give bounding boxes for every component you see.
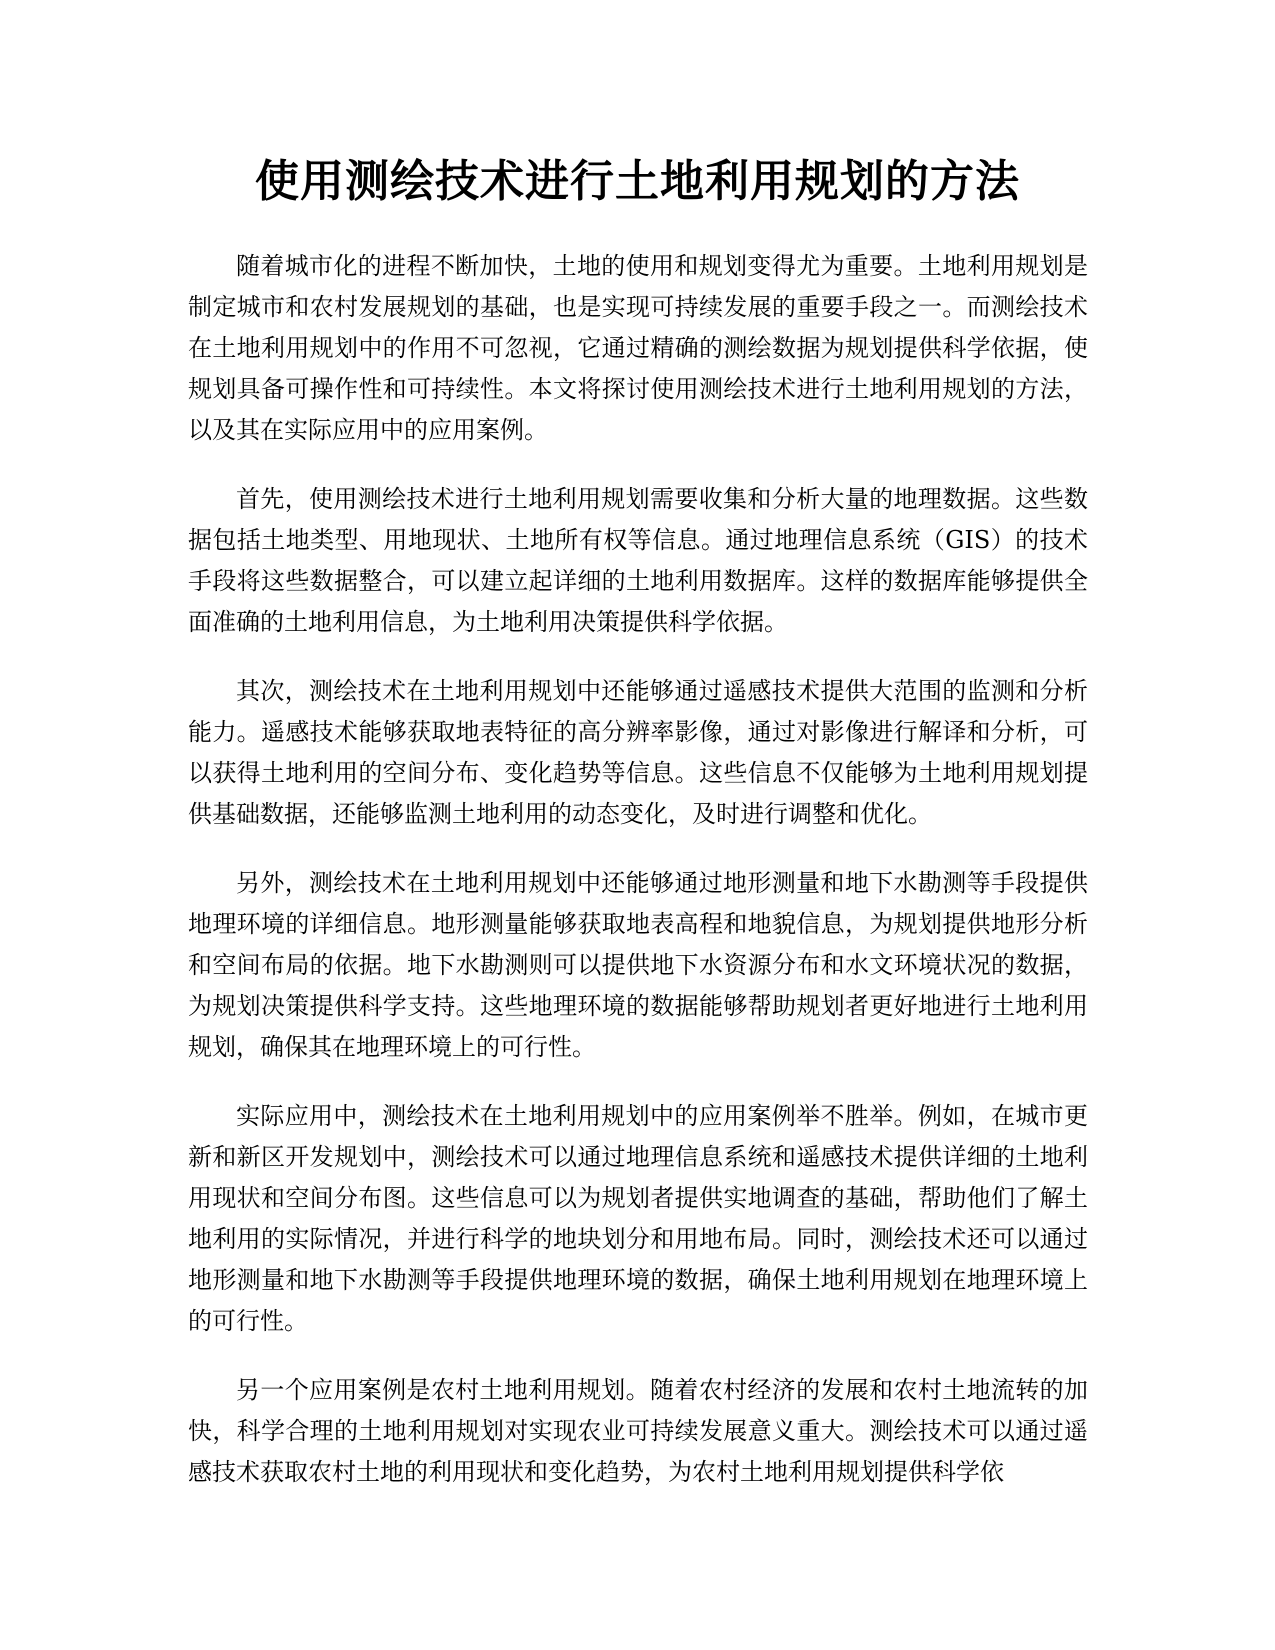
paragraph-remote-sensing: 其次，测绘技术在土地利用规划中还能够通过遥感技术提供大范围的监测和分析能力。遥感技术能够获取地表特征的高分辨率影像，通过对影像进行解译和分析，可以获得土地利用的空间分布、变化趋势等信息。这些信息不仅能够为土地利用规划提供基础数据，还能够监测土地利用的动态变化，及时进行调整和优化。 xyxy=(188,677,1088,828)
paragraph-data-collection: 首先，使用测绘技术进行土地利用规划需要收集和分析大量的地理数据。这些数据包括土地类型、用地现状、土地所有权等信息。通过地理信息系统（GIS）的技术手段将这些数据整合，可以建立起详细的土地利用数据库。这样的数据库能够提供全面准确的土地利用信息，为土地利用决策提供科学依据。 xyxy=(188,485,1088,636)
paragraph-intro: 随着城市化的进程不断加快，土地的使用和规划变得尤为重要。土地利用规划是制定城市和农村发展规划的基础，也是实现可持续发展的重要手段之一。而测绘技术在土地利用规划中的作用不可忽视，它通过精确的测绘数据为规划提供科学依据，使规划具备可操作性和可持续性。本文将探讨使用测绘技术进行土地利用规划的方法，以及其在实际应用中的应用案例。 xyxy=(188,252,1088,444)
document-title: 使用测绘技术进行土地利用规划的方法 xyxy=(255,156,1020,207)
paragraph-urban-case: 实际应用中，测绘技术在土地利用规划中的应用案例举不胜举。例如，在城市更新和新区开发规划中，测绘技术可以通过地理信息系统和遥感技术提供详细的土地利用现状和空间分布图。这些信息可以为规划者提供实地调查的基础，帮助他们了解土地利用的实际情况，并进行科学的地块划分和用地布局。同时，测绘技术还可以通过地形测量和地下水勘测等手段提供地理环境的数据，确保土地利用规划在地理环境上的可行性。 xyxy=(188,1102,1088,1335)
document-body xyxy=(188,246,1088,1521)
paragraph-rural-case: 另一个应用案例是农村土地利用规划。随着农村经济的发展和农村土地流转的加快，科学合理的土地利用规划对实现农业可持续发展意义重大。测绘技术可以通过遥感技术获取农村土地的利用现状和变化趋势，为农村土地利用规划提供科学依 xyxy=(188,1376,1088,1486)
paragraph-terrain-survey: 另外，测绘技术在土地利用规划中还能够通过地形测量和地下水勘测等手段提供地理环境的详细信息。地形测量能够获取地表高程和地貌信息，为规划提供地形分析和空间布局的依据。地下水勘测则可以提供地下水资源分布和水文环境状况的数据，为规划决策提供科学支持。这些地理环境的数据能够帮助规划者更好地进行土地利用规划，确保其在地理环境上的可行性。 xyxy=(188,869,1088,1061)
